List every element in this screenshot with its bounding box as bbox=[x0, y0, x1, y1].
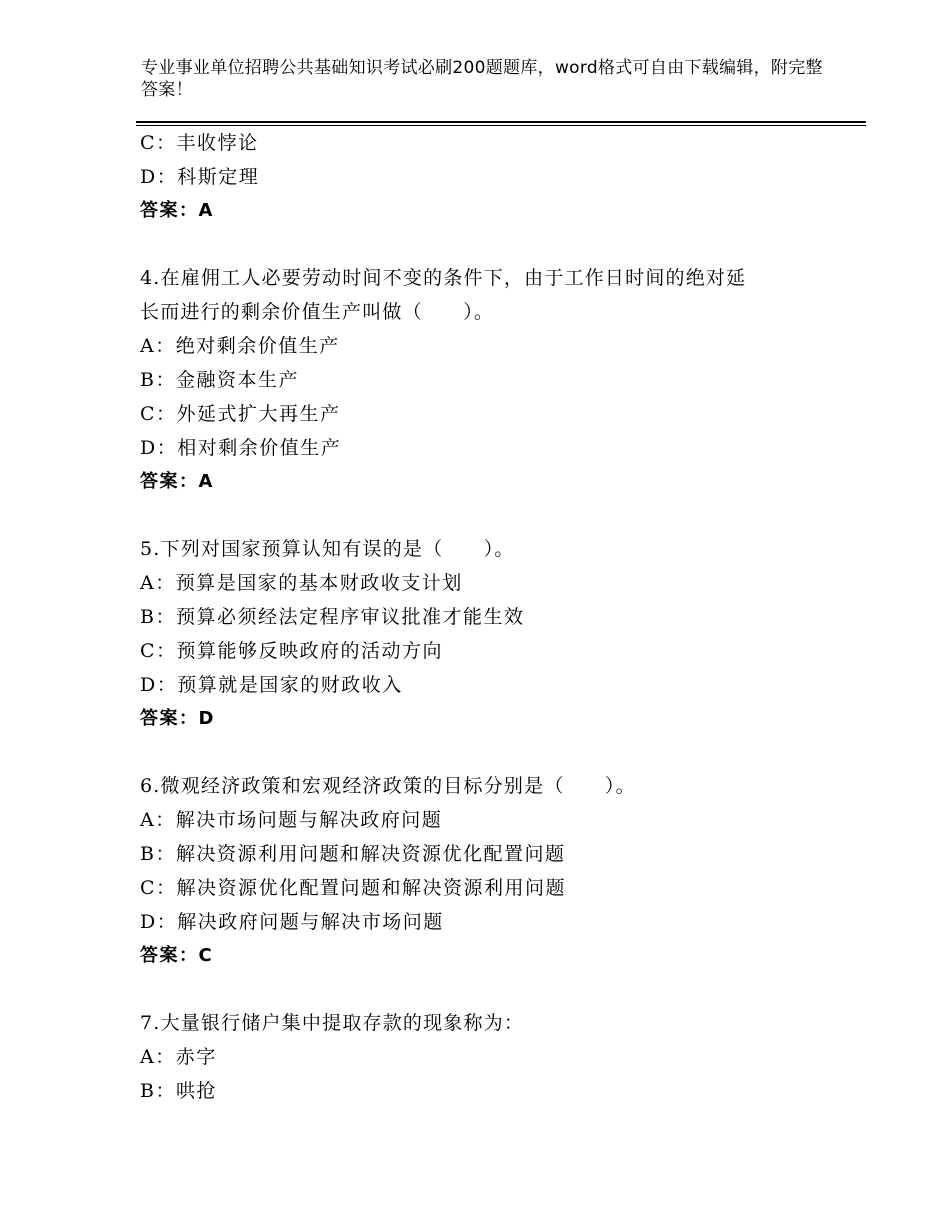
answer-line: 答案：A bbox=[140, 200, 214, 221]
question-stem: 4.在雇佣工人必要劳动时间不变的条件下，由于工作日时间的绝对延 bbox=[140, 267, 747, 289]
option-line: B：解决资源利用问题和解决资源优化配置问题 bbox=[140, 843, 566, 865]
option-line: B：预算必须经法定程序审议批准才能生效 bbox=[140, 606, 525, 628]
option-line: D：相对剩余价值生产 bbox=[140, 437, 342, 459]
document-header: 专业事业单位招聘公共基础知识考试必刷200题题库，word格式可自由下载编辑，附完整答案！ bbox=[141, 58, 823, 100]
question-stem: 7.大量银行储户集中提取存款的现象称为： bbox=[140, 1012, 525, 1034]
question-5 bbox=[140, 532, 830, 736]
option-line: A：解决市场问题与解决政府问题 bbox=[140, 809, 443, 831]
option-line: D：解决政府问题与解决市场问题 bbox=[140, 911, 444, 933]
option-line: B：哄抢 bbox=[140, 1080, 217, 1102]
question-7 bbox=[140, 1006, 830, 1108]
answer-line: 答案：A bbox=[140, 471, 214, 492]
option-line: D：科斯定理 bbox=[140, 166, 260, 188]
option-line: C：预算能够反映政府的活动方向 bbox=[140, 640, 444, 662]
answer-line: 答案：C bbox=[140, 945, 214, 966]
question-stem: 长而进行的剩余价值生产叫做（ ）。 bbox=[140, 301, 495, 323]
spacer bbox=[140, 228, 830, 261]
spacer bbox=[140, 499, 830, 532]
carryover-question bbox=[140, 126, 830, 228]
document-body bbox=[140, 126, 830, 1108]
option-line: A：绝对剩余价值生产 bbox=[140, 335, 340, 357]
question-stem: 6.微观经济政策和宏观经济政策的目标分别是（ ）。 bbox=[140, 775, 636, 797]
option-line: A：赤字 bbox=[140, 1046, 217, 1068]
option-line: A：预算是国家的基本财政收支计划 bbox=[140, 572, 463, 594]
option-line: D：预算就是国家的财政收入 bbox=[140, 674, 403, 696]
question-stem: 5.下列对国家预算认知有误的是（ ）。 bbox=[140, 538, 515, 560]
spacer bbox=[140, 973, 830, 1006]
question-6 bbox=[140, 769, 830, 973]
header-rule-thick bbox=[136, 121, 866, 123]
answer-line: 答案：D bbox=[140, 708, 215, 729]
option-line: C：丰收悖论 bbox=[140, 132, 259, 154]
option-line: C：解决资源优化配置问题和解决资源利用问题 bbox=[140, 877, 567, 899]
option-line: B：金融资本生产 bbox=[140, 369, 299, 391]
question-4 bbox=[140, 261, 830, 499]
option-line: C：外延式扩大再生产 bbox=[140, 403, 341, 425]
spacer bbox=[140, 736, 830, 769]
